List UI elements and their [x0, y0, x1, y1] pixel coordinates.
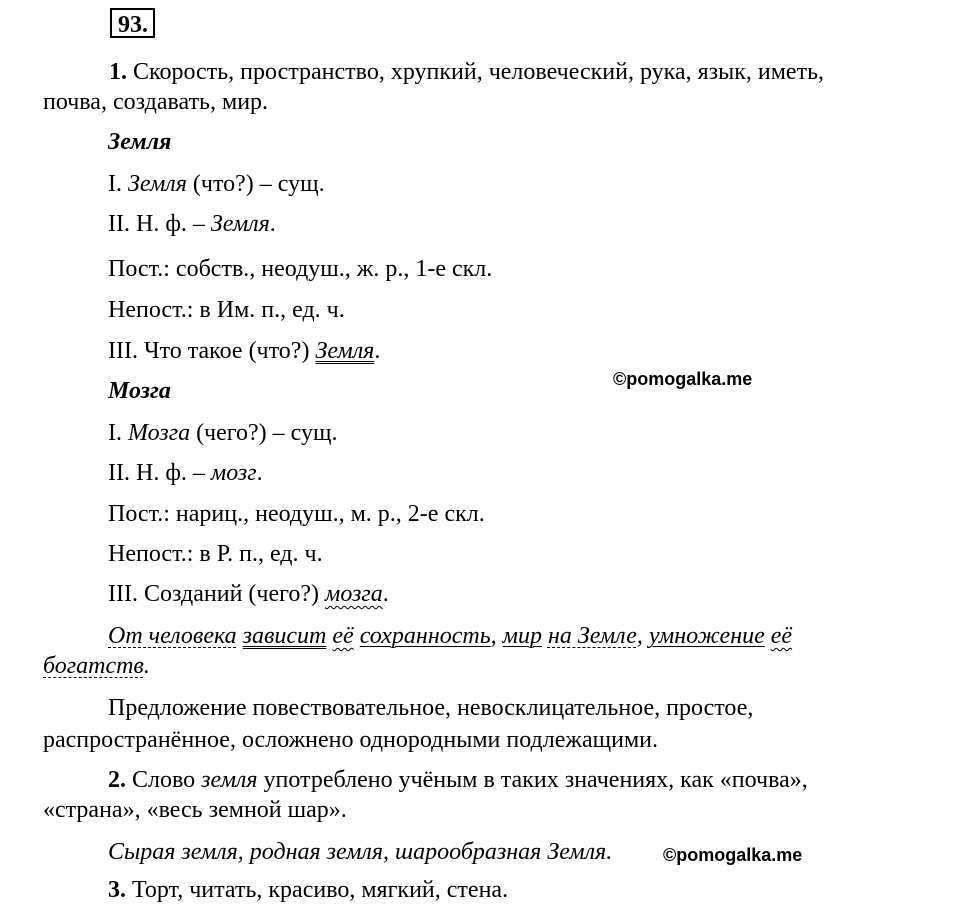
task2-line1: [108, 766, 808, 794]
task2-post: употреблено учёным в таких значениях, как «почва»,: [257, 767, 808, 793]
mozga-step3-word: мозга: [325, 581, 383, 607]
sentence-word-ot-cheloveka: От человека: [108, 623, 237, 649]
sentence-word-umnozhenie: умножение: [648, 623, 765, 649]
mozga-step1: [108, 419, 337, 447]
zemlya-step1-rest: (что?) – сущ.: [186, 171, 325, 197]
analysis-line2: распространённое, осложнено однородными подлежащими.: [43, 727, 658, 753]
task2-word: земля: [201, 767, 258, 793]
task3-text: Торт, читать, красиво, мягкий, стена.: [126, 877, 509, 903]
watermark: ©pomogalka.me: [613, 369, 753, 389]
mozga-nepost: Непост.: в Р. п., ед. ч.: [108, 541, 323, 567]
mozga-step2: [108, 459, 263, 487]
parsed-sentence-line2: [43, 652, 150, 680]
mozga-step3-dot: .: [382, 581, 389, 607]
mozga-step2-prefix: II. Н. ф. –: [108, 460, 211, 486]
mozga-step3-prefix: III. Созданий (чего?): [108, 581, 326, 607]
zemlya-step3-word: Земля: [315, 338, 375, 364]
zemlya-step3-prefix: III. Что такое (что?): [108, 338, 316, 364]
zemlya-post: Пост.: собств., неодуш., ж. р., 1-е скл.: [108, 256, 493, 282]
mozga-post: Пост.: нариц., неодуш., м. р., 2-е скл.: [108, 501, 485, 527]
sentence-dot: .: [143, 653, 150, 679]
parsed-sentence-line1: [108, 622, 792, 650]
task3-number: 3.: [108, 877, 126, 903]
task2-line2: «страна», «весь земной шар».: [43, 797, 347, 823]
analysis-line1: Предложение повествовательное, невосклицательное, простое,: [108, 695, 754, 721]
task3-line: [108, 876, 508, 904]
task2-example: Сырая земля, родная земля, шарообразная Земля.: [108, 839, 613, 865]
zemlya-step1-roman: I.: [108, 171, 128, 197]
mozga-step1-rest: (чего?) – сущ.: [190, 420, 338, 446]
zemlya-step1: [108, 170, 325, 198]
sentence-word-eyo-2: её: [770, 623, 793, 649]
task2-number: 2.: [108, 767, 126, 793]
sentence-word-bogatstv: богатств: [43, 653, 144, 679]
sentence-comma: ,: [636, 623, 649, 649]
zemlya-step2-word: Земля: [210, 211, 270, 237]
zemlya-step2-dot: .: [269, 211, 276, 237]
task1-line: [109, 58, 824, 86]
zemlya-step2-prefix: II. Н. ф. –: [108, 211, 211, 237]
zemlya-step1-word: Земля: [128, 171, 187, 197]
task1-number: 1.: [109, 59, 127, 85]
sentence-word-zavisit: зависит: [242, 623, 327, 649]
task1-words: Скорость, пространство, хрупкий, человеческий, рука, язык, иметь,: [133, 59, 825, 85]
sentence-comma: ,: [490, 623, 503, 649]
exercise-number: 93.: [110, 8, 155, 38]
zemlya-step2: [108, 210, 276, 238]
mozga-step1-word: Мозга: [128, 420, 191, 446]
mozga-step2-dot: .: [256, 460, 263, 486]
zemlya-step3: [108, 337, 380, 365]
zemlya-nepost: Непост.: в Им. п., ед. ч.: [108, 297, 345, 323]
task2-pre: Слово: [126, 767, 202, 793]
watermark: ©pomogalka.me: [663, 845, 803, 865]
mozga-step2-word: мозг: [210, 460, 257, 486]
sentence-word-mir: мир: [502, 623, 542, 649]
sentence-word-sokhrannost: сохранность: [359, 623, 491, 649]
task1-line-cont: почва, создавать, мир.: [43, 89, 269, 115]
sentence-word-eyo: её: [332, 623, 354, 649]
zemlya-step3-dot: .: [374, 338, 381, 364]
mozga-step1-roman: I.: [108, 420, 128, 446]
zemlya-heading: Земля: [108, 129, 172, 155]
mozga-step3: [108, 580, 389, 608]
sentence-word-na-zemle: на Земле: [547, 623, 637, 649]
mozga-heading: Мозга: [108, 378, 171, 404]
